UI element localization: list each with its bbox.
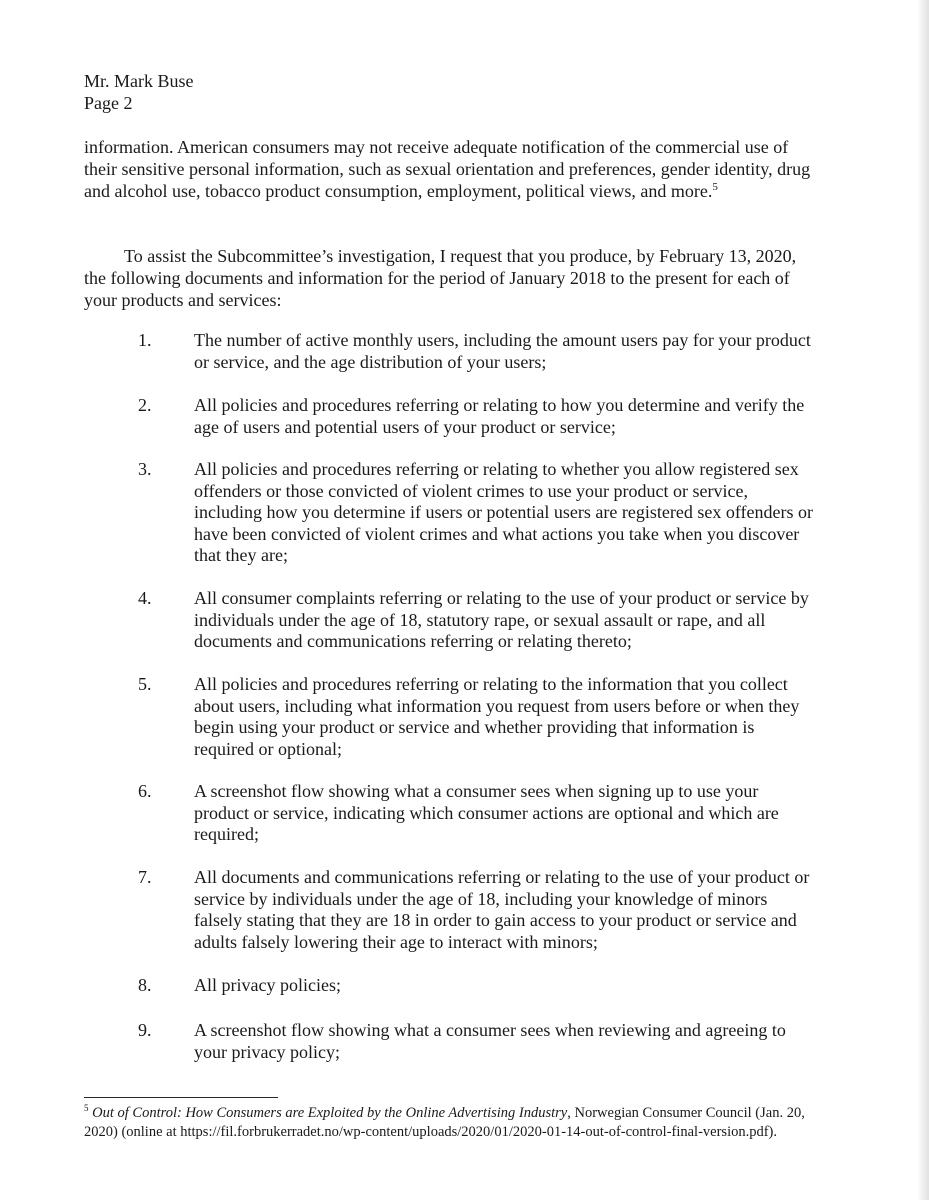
paragraph-continuation: [84, 136, 814, 202]
list-item-number: 7.: [138, 867, 152, 887]
paragraph-text: information. American consumers may not receive adequate notification of the commercial use of their sensitive personal information, such as sexual orientation and preferences, gender identity, drug and alcohol use, tobacco product consumption, employment, political views, and more.: [84, 137, 811, 201]
list-item-text: All policies and procedures referring or relating to how you determine and verify the age of users and potential users of your product or service;: [194, 395, 805, 437]
list-item-number: 4.: [138, 588, 152, 608]
list-item-text: All policies and procedures referring or relating to the information that you collect about users, including what information you request from users before or when they begin using your product or service and whether providing that information is required or optional;: [194, 674, 800, 759]
list-item-number: 2.: [138, 395, 152, 415]
page-edge-shadow: [917, 0, 929, 1200]
list-item-number: 1.: [138, 330, 152, 350]
list-item-number: 3.: [138, 459, 152, 479]
footnote-title: Out of Control: How Consumers are Exploited by the Online Advertising Industry: [92, 1105, 568, 1121]
list-item-number: 8.: [138, 975, 152, 995]
footnote-citation: , Norwegian Consumer Council (Jan. 20, 2020) (online at https://fil.forbrukerradet.no/wp-content/uploads/2020/01/2020-01-14-out-of-control-final-version.pdf).: [84, 1105, 805, 1140]
recipient-name: Mr. Mark Buse: [84, 71, 194, 91]
list-item-text: All documents and communications referring or relating to the use of your product or service by individuals under the age of 18, including your knowledge of minors falsely stating that they are 18 in order to gain access to your product or service and adults falsely lowering their age to interact with minors;: [194, 867, 810, 952]
letter-header: [84, 70, 194, 114]
list-item-number: 6.: [138, 781, 152, 801]
footnote: [84, 1104, 814, 1142]
page-number: Page 2: [84, 93, 133, 113]
list-item-number: 9.: [138, 1020, 152, 1040]
list-item-text: The number of active monthly users, including the amount users pay for your product or service, and the age distribution of your users;: [194, 330, 811, 372]
footnote-divider: [84, 1097, 278, 1098]
list-item-text: A screenshot flow showing what a consumer sees when signing up to use your product or service, indicating which consumer actions are optional and which are required;: [194, 781, 779, 844]
footnote-reference: 5: [712, 181, 718, 193]
list-item-text: A screenshot flow showing what a consumer sees when reviewing and agreeing to your privacy policy;: [194, 1020, 786, 1062]
list-item-text: All consumer complaints referring or relating to the use of your product or service by individuals under the age of 18, statutory rape, or sexual assault or rape, and all documents and communications referring or relating thereto;: [194, 588, 809, 651]
list-item-number: 5.: [138, 674, 152, 694]
list-item-text: All privacy policies;: [194, 975, 341, 995]
paragraph-request: To assist the Subcommittee’s investigation, I request that you produce, by February 13, 2020, the following documents and information for the period of January 2018 to the present for each of your products and services:: [84, 246, 797, 310]
list-item-text: All policies and procedures referring or relating to whether you allow registered sex offenders or those convicted of violent crimes to use your product or service, including how you determine if users or potential users are registered sex offenders or have been convicted of violent crimes and what actions you take when you discover that they are;: [194, 459, 813, 565]
footnote-mark: 5: [84, 1103, 89, 1114]
